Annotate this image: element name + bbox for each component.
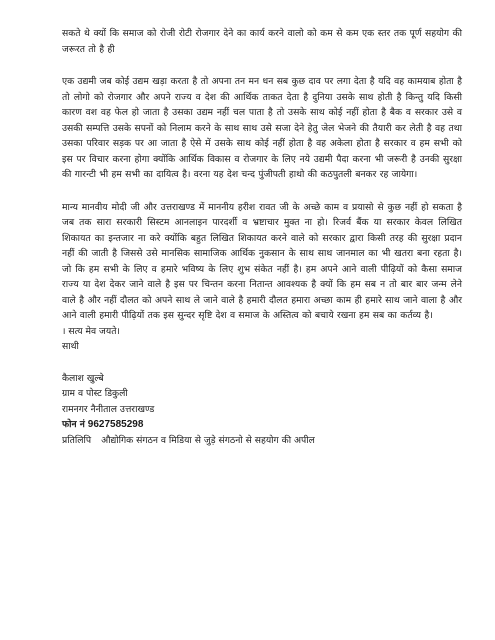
signatory-village: ग्राम व पोस्ट डिकुली — [62, 388, 128, 399]
signatory-district: रामनगर नैनीताल उत्तराखण्ड — [62, 403, 155, 415]
paragraph-2: एक उद्यमी जब कोई उद्यम खड़ा करता है तो अपना तन मन धन सब कुछ दाव पर लगा देता है यदि वह कामयाब होता है तो लोगो को रोजगार और अपने राज्य व देश की आर्थिक ताकत देता है दुनिया उसके साथ होती है किन्तु यदि किसी कारण वश वह फेल हो जाता है उसका उद्यम नहीं चल पाता है तो उसके साथ कोई नहीं होता है बैक व सरकार उसे व उसकी सम्पत्ति उसके सपनों को निलाम करने के साथ साथ उसे सजा देने हेतु जेल भेजने की तैयारी कर लेती है वह तथा उसका परिवार सड़क पर आ जाता है ऐसे में उसके साथ कोई नहीं होता है वह अकेला होता है सरकार व हम सभी को इस पर विचार करना होगा क्योंकि आर्थिक विकास व रोजगार के लिए नये उद्यमी पैदा करना भी जरूरी है उनकी सुरक्षा की गारन्टी भी हम सभी का दायित्व है। वरना यह देश चन्द पुंजीपती हाथो की कठपुतली बनकर रह जायेगा। — [62, 76, 462, 180]
paragraph-1: सकते थे क्यों कि समाज को रोजी रोटी रोजगार देने का कार्य करने वालो को कम से कम एक स्तर तक पूर्ण सहयोग की जरूरत तो है ही — [62, 28, 462, 55]
letter-page — [62, 26, 462, 448]
signatory-name: कैलाश खुल्बे — [62, 372, 104, 384]
cc-label: प्रतिलिपि — [62, 434, 92, 446]
phone-number: 9627585298 — [87, 419, 144, 430]
signature-block — [62, 371, 462, 449]
cc-line — [62, 433, 462, 449]
cc-text: औद्योगिक संगठन व मिडिया से जुड़े संगठनो से सहयोग की अपील — [101, 434, 315, 446]
phone-line — [62, 417, 462, 433]
paragraph-3: मान्य मानवीय मोदी जी और उत्तराखण्ड में माननीय हरीश रावत जी के अच्छे काम व प्रयासो से कुछ नहीं हो सकता है जब तक सारा सरकारी सिस्टम आनलाइन पारदर्शी व भ्रष्टाचार मुक्त ना हो। रिजर्व बैंक या सरकार केवल लिखित शिकायत का इन्तजार ना करे क्योंकि बहुत लिखित शिकायत करने वाले को सरकार द्वारा किसी तरह की सुरक्षा प्रदान नहीं की जाती है जिससे उसे मानसिक सामाजिक आर्थिक नुकसान के साथ साथ जानमाल का भी खतरा बना रहता है। जो कि हम सभी के लिए व हमारे भविष्य के लिए शुभ संकेत नहीं है। हम अपने आने वाली पीढ़ियों को कैसा समाज राज्य या देश देकर जाने वाले है इस पर चिन्तन करना नितान्त आवश्यक है क्यों कि हम सब न तो बार बार जन्म लेने वाले है और नहीं दौलत को अपने साथ ले जाने वाले है हमारी दौलत हमारा अच्छा काम ही हमारे साथ जाने वाला है और आने वाली हमारी पीढ़ियों तक इस सुन्दर सृष्टि देश व समाज के अस्तित्व को बचाये रखना हम सब का कर्तव्य है। — [62, 201, 462, 321]
phone-label: फोन नं — [62, 419, 85, 430]
salutation: साथी — [62, 341, 79, 352]
closing-motto: । सत्य मेव जयते। — [62, 325, 120, 337]
